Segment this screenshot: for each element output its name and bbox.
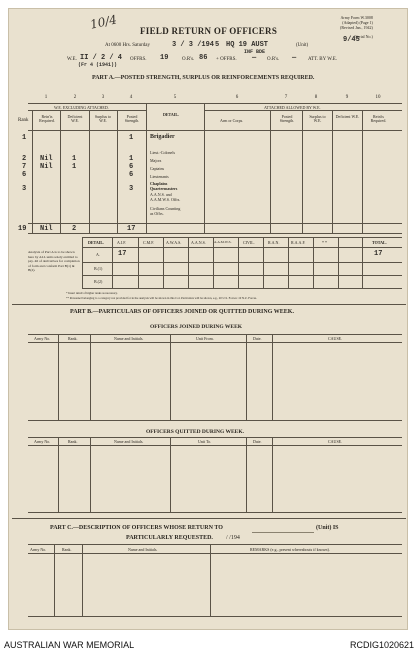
rule bbox=[170, 437, 171, 512]
date-filled: 3 / 3 /194 bbox=[172, 41, 215, 49]
joined-col: CAUSE. bbox=[328, 336, 343, 341]
rule bbox=[82, 237, 83, 288]
rule bbox=[210, 544, 211, 616]
detail-item: A.A.N.S. and bbox=[150, 192, 172, 197]
detail-item: Lieutenants bbox=[150, 174, 169, 179]
table-row-deficient: 1 bbox=[72, 163, 77, 171]
rule bbox=[272, 437, 273, 512]
unit-label: (Unit) bbox=[296, 43, 309, 48]
rule bbox=[12, 518, 406, 519]
analysis-col: A.I.F. bbox=[117, 240, 127, 245]
rule bbox=[204, 110, 402, 111]
rule bbox=[270, 110, 271, 233]
joined-title: OFFICERS JOINED DURING WEEK bbox=[150, 324, 243, 330]
rule bbox=[28, 233, 402, 234]
rule bbox=[60, 110, 61, 233]
table-row-reints: Nil bbox=[40, 163, 53, 171]
part-c-date-line: / /194 bbox=[226, 535, 240, 541]
rule bbox=[338, 237, 339, 288]
table-row-rank: 3 bbox=[22, 185, 27, 193]
analysis-col: R.A.N. bbox=[268, 240, 280, 245]
rule bbox=[204, 103, 205, 233]
detail-item: as Offrs. bbox=[150, 211, 164, 216]
rule bbox=[246, 334, 247, 420]
rule bbox=[28, 223, 402, 224]
part-c-title: PART C.—DESCRIPTION OF OFFICERS WHOSE RETURN TO bbox=[50, 525, 223, 531]
we-prefix: W.E. bbox=[67, 57, 77, 62]
detail-item: Chaplains bbox=[150, 181, 168, 186]
rule bbox=[302, 110, 303, 233]
quitted-col: CAUSE. bbox=[328, 439, 343, 444]
analysis-col: TOTAL. bbox=[372, 240, 387, 245]
left-col-deficient: Deficient W.E. bbox=[67, 114, 83, 123]
right-col-arm: Arm or Corps. bbox=[220, 118, 244, 123]
detail-item: Majors bbox=[150, 158, 162, 163]
table-row-posted: 1 bbox=[129, 134, 134, 142]
detail-item: Lieut.-Colonels bbox=[150, 150, 175, 155]
unit-sub: INF BDE bbox=[244, 49, 266, 55]
rule bbox=[238, 237, 239, 288]
ors2-filled: — bbox=[292, 54, 297, 62]
ors-filled: 86 bbox=[199, 54, 208, 62]
col-number: 6 bbox=[235, 95, 239, 100]
att-label: ATT. BY W.E. bbox=[308, 57, 338, 62]
right-col-posted: Posted Strength. bbox=[279, 114, 295, 123]
rule bbox=[272, 334, 273, 420]
rule bbox=[28, 553, 402, 554]
col-number: 10 bbox=[375, 95, 381, 100]
footnote-1: * Insert detail of higher ranks as necessary. bbox=[66, 291, 118, 295]
rule bbox=[32, 110, 33, 233]
table-row-rank: 6 bbox=[22, 171, 27, 179]
joined-col: Army No. bbox=[34, 336, 51, 341]
rule bbox=[246, 437, 247, 512]
offrs-label: OFFRS. bbox=[130, 57, 147, 62]
table-row-rank: 1 bbox=[22, 134, 27, 142]
rule bbox=[362, 110, 363, 233]
rule bbox=[82, 262, 402, 263]
left-col-reints: Rein'ts Required. bbox=[39, 114, 55, 123]
right-col-surplus: Surplus to W.E. bbox=[309, 114, 326, 123]
joined-col: Name and Initials. bbox=[114, 336, 144, 341]
quitted-col: Army No. bbox=[34, 439, 51, 444]
analysis-note: Analysis of Part A is to be shown here by ALL units solely entitled to pay. ## of derivatives for completion of form and conform Part B(1) & B(2). bbox=[28, 250, 80, 272]
rule bbox=[112, 237, 113, 288]
rule bbox=[28, 420, 402, 421]
rule bbox=[89, 110, 90, 233]
offrs2-label: + OFFRS. bbox=[216, 57, 237, 62]
analysis-row-label: A. bbox=[96, 252, 100, 257]
part-a-title: PART A.—POSTED STRENGTH, SURPLUS OR REINFORCEMENTS REQUIRED. bbox=[92, 75, 315, 81]
total-posted: 17 bbox=[127, 225, 136, 233]
col-number: 9 bbox=[345, 95, 349, 100]
table-row-posted: 6 bbox=[129, 163, 134, 171]
analysis-col: R.A.A.F. bbox=[291, 240, 306, 245]
footer-right: RCDIG1020621 bbox=[349, 640, 414, 650]
rule bbox=[82, 275, 402, 276]
rule bbox=[28, 130, 402, 131]
table-row-posted: 1 bbox=[129, 155, 134, 163]
table-row-posted: 6 bbox=[129, 171, 134, 179]
rule bbox=[28, 616, 402, 617]
table-row-rank: 2 bbox=[22, 155, 27, 163]
quitted-col: Unit To. bbox=[198, 439, 212, 444]
form-title: FIELD RETURN OF OFFICERS bbox=[140, 26, 278, 36]
col-number: 4 bbox=[129, 95, 133, 100]
analysis-detail-header: DETAIL. bbox=[88, 240, 105, 245]
offrs2-filled: — bbox=[252, 54, 257, 62]
right-col-deficient: Deficient W.E. bbox=[335, 114, 360, 119]
analysis-col: C.M.F. bbox=[143, 240, 155, 245]
rule bbox=[58, 334, 59, 420]
table-row-reints: Nil bbox=[40, 155, 53, 163]
rule bbox=[188, 237, 189, 288]
handwritten-note: 10/4 bbox=[88, 12, 119, 32]
rule bbox=[117, 110, 118, 233]
rule bbox=[332, 110, 333, 233]
total-deficient: 2 bbox=[72, 225, 77, 233]
rule bbox=[12, 304, 406, 305]
rule bbox=[138, 237, 139, 288]
joined-col: Unit From. bbox=[196, 336, 214, 341]
part-c-unit-is: (Unit) IS bbox=[316, 525, 339, 531]
rule bbox=[90, 334, 91, 420]
ors-label: O.R's. bbox=[182, 57, 195, 62]
offrs-filled: 19 bbox=[160, 54, 169, 62]
part-c-col: Name and Initials. bbox=[128, 547, 158, 552]
rule bbox=[58, 437, 59, 512]
group-right-label: ATTACHED ALLOWED BY W.E. bbox=[264, 105, 321, 110]
col-number: 5 bbox=[173, 95, 177, 100]
rule bbox=[82, 288, 402, 289]
rule bbox=[213, 237, 214, 288]
left-col-rank: Rank bbox=[18, 118, 29, 123]
rule bbox=[28, 512, 402, 513]
detail-item: Civilians Counting bbox=[150, 206, 181, 211]
left-col-posted: Posted Strength. bbox=[124, 114, 140, 123]
date-year: 5 bbox=[215, 41, 220, 49]
analysis-col: * * bbox=[322, 240, 327, 245]
ors2-label: O.R's. bbox=[267, 57, 280, 62]
analysis-aif-value: 17 bbox=[118, 250, 127, 258]
detail-item: A.A.M.W.S. Offrs. bbox=[150, 197, 181, 202]
rule bbox=[28, 544, 402, 545]
rule bbox=[170, 334, 171, 420]
joined-col: Date. bbox=[253, 336, 262, 341]
analysis-row-label: B.(1) bbox=[94, 266, 103, 271]
at-line-label: At 0600 Hrs. Saturday bbox=[105, 43, 150, 48]
total-reints: Nil bbox=[40, 225, 53, 233]
col-number: 7 bbox=[284, 95, 288, 100]
right-col-reints: Rein'ts Required. bbox=[370, 114, 387, 123]
rule bbox=[28, 334, 402, 335]
rule bbox=[288, 237, 289, 288]
col-number: 2 bbox=[73, 95, 77, 100]
rule bbox=[82, 544, 83, 616]
joined-col: Rank. bbox=[68, 336, 78, 341]
analysis-total-value: 17 bbox=[374, 250, 383, 258]
part-c-col: REMARKS (e.g., present whereabouts if known). bbox=[250, 547, 330, 552]
rule bbox=[263, 237, 264, 288]
quitted-title: OFFICERS QUITTED DURING WEEK. bbox=[146, 429, 244, 435]
quitted-col: Name and Initials. bbox=[114, 439, 144, 444]
analysis-col: A.A.M.W.S. bbox=[214, 240, 232, 244]
rule bbox=[82, 237, 402, 238]
rule bbox=[28, 445, 402, 446]
quitted-col: Rank. bbox=[68, 439, 78, 444]
rule bbox=[82, 247, 402, 248]
rule bbox=[252, 532, 314, 533]
detail-item: Brigadier bbox=[150, 134, 175, 140]
col-number: 3 bbox=[101, 95, 105, 100]
footer-left: AUSTRALIAN WAR MEMORIAL bbox=[4, 640, 135, 650]
rule bbox=[54, 544, 55, 616]
we-sub: (Fr 4 (1941)) bbox=[78, 62, 118, 68]
rule bbox=[146, 103, 147, 233]
part-c-requested: PARTICULARLY REQUESTED. bbox=[126, 535, 213, 541]
serial-filled: 9/45 bbox=[343, 36, 360, 44]
form-reference: Army Form W.3008 (Adapted) (Page 1) (Revised Jan., 1942) (Serial No.) bbox=[340, 15, 373, 39]
rule bbox=[28, 342, 402, 343]
analysis-col: A.W.A.S. bbox=[166, 240, 182, 245]
table-row-posted: 3 bbox=[129, 185, 134, 193]
analysis-col: CIVIL. bbox=[243, 240, 255, 245]
table-row-rank: 7 bbox=[22, 163, 27, 171]
rule bbox=[313, 237, 314, 288]
rule bbox=[90, 437, 91, 512]
col-number: 1 bbox=[44, 95, 48, 100]
part-b-title: PART B.—PARTICULARS OF OFFICERS JOINED OR QUITTED DURING WEEK. bbox=[70, 309, 294, 315]
table-row-deficient: 1 bbox=[72, 155, 77, 163]
footnote-2: ** Personnel belonging to a category not provided for in the analysis will be shown in this Col. Particulars will be shown, e.g., 20 U.S. Forces: 10 N.Z. Forces. bbox=[66, 296, 257, 300]
rule bbox=[28, 103, 402, 104]
col-number: 8 bbox=[314, 95, 318, 100]
we-filled: II / 2 / 4 bbox=[80, 54, 123, 62]
rule bbox=[28, 110, 146, 111]
detail-label: DETAIL. bbox=[163, 112, 180, 117]
unit-filled: HQ 19 AUST bbox=[226, 41, 269, 49]
left-col-surplus: Surplus to W.E. bbox=[94, 114, 112, 123]
part-c-col: Rank. bbox=[62, 547, 72, 552]
analysis-col: A.A.N.S. bbox=[191, 240, 206, 245]
analysis-row-label: B.(2) bbox=[94, 279, 103, 284]
total-rank: 19 bbox=[18, 225, 27, 233]
group-left-label: W.E. EXCLUDING ATTACHED. bbox=[54, 105, 109, 110]
part-c-col: Army No. bbox=[30, 547, 47, 552]
footer-bar bbox=[0, 632, 418, 654]
rule bbox=[362, 237, 363, 288]
detail-item: Captains bbox=[150, 166, 164, 171]
rule bbox=[163, 237, 164, 288]
detail-item: Quartermasters bbox=[150, 186, 178, 191]
quitted-col: Date. bbox=[253, 439, 262, 444]
rule bbox=[28, 437, 402, 438]
